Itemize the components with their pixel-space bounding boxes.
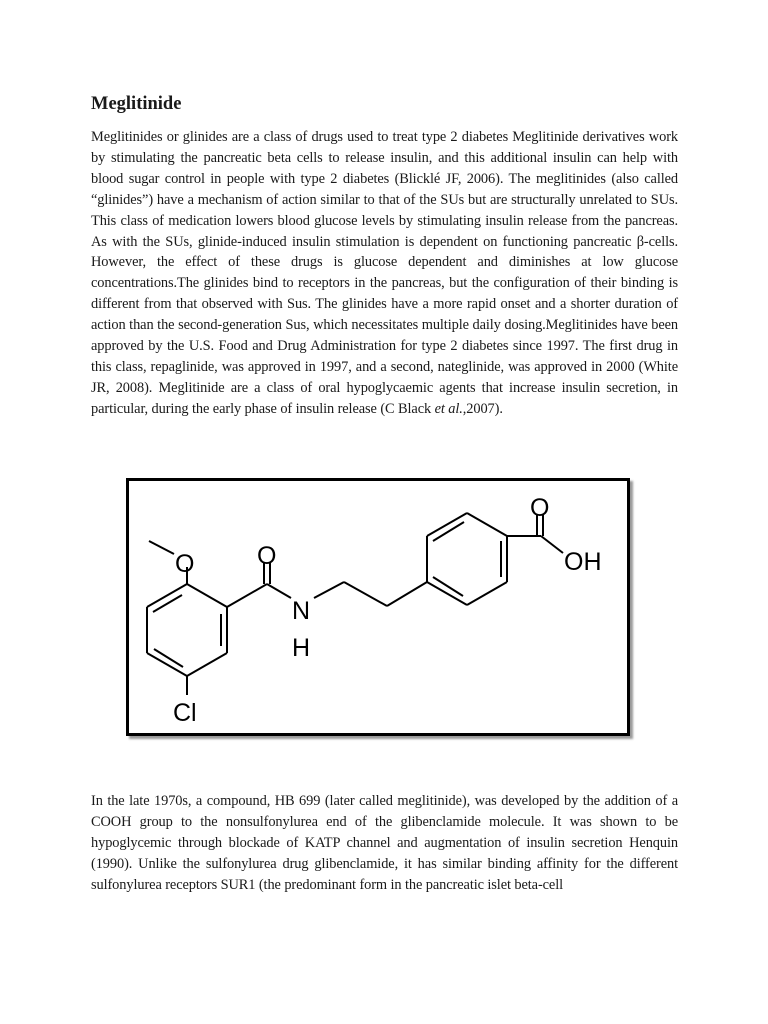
- bond-cooh-oh: [541, 536, 563, 553]
- bond-ringA-1: [187, 584, 227, 607]
- atom-oh-acid: OH: [564, 548, 602, 576]
- section-heading: Meglitinide: [91, 94, 182, 114]
- atom-o-acid: O: [530, 494, 550, 522]
- paragraph-intro-italic: et al.: [434, 400, 463, 417]
- bond-carbonyl-n: [267, 584, 291, 598]
- atom-n-amide: N: [292, 597, 311, 625]
- bond-ringB-3: [467, 513, 507, 536]
- bond-ring-carbonyl: [227, 584, 267, 607]
- paragraph-intro-end: ,2007).: [462, 400, 503, 417]
- atom-o-amide: O: [257, 542, 277, 570]
- bond-ch2-ch2: [344, 582, 387, 606]
- bond-methoxy-methyl: [149, 541, 174, 554]
- bond-ringB-5: [467, 582, 507, 605]
- bond-n-ch2: [314, 582, 344, 598]
- atom-o-methoxy: O: [175, 550, 195, 578]
- chemical-structure-figure: [126, 478, 630, 736]
- paragraph-history: In the late 1970s, a compound, HB 699 (later called meglitinide), was developed by the addition of a COOH group to the nonsulfonylurea end of the glibenclamide molecule. It was shown to be hypoglycemic through blockade of KATP channel and augmentation of insulin secretion Henquin (1990). Unlike the sulfonylurea drug glibenclamide, it has similar binding affinity for the different sulfonylurea receptors SUR1 (the predominant form in the pancreatic islet beta-cell: [91, 793, 678, 893]
- bond-ringA-3: [187, 653, 227, 676]
- meglitinide-structure-diagram: [129, 481, 627, 733]
- bond-ch2-ringB: [387, 582, 427, 606]
- paragraph-intro-text: Meglitinides or glinides are a class of drugs used to treat type 2 diabetes Meglitinide derivatives work by stimulating the pancreatic beta cells to release insulin, and this additional insulin can help with blood sugar control in people with type 2 diabetes (Blicklé JF, 2006). The meglitinides (also called “glinides”) have a mechanism of action similar to that of the SUs but are structurally unrelated to SUs. This class of medication lowers blood glucose levels by stimulating insulin release from the pancreas. As with the SUs, glinide-induced insulin stimulation is dependent on functioning pancreatic β-cells. However, the effect of these drugs is glucose dependent and diminishes at low glucose concentrations.The glinides bind to receptors in the pancreas, but the configuration of their binding is different from that observed with Sus. The glinides have a more rapid onset and a shorter duration of action than the second-generation Sus, which necessitates multiple daily dosing.Meglitinides have been approved by the U.S. Food and Drug Administration for type 2 diabetes since 1997. The first drug in this class, repaglinide, was approved in 1997, and a second, nateglinide, was approved in 2000 (White JR, 2008). Meglitinide are a class of oral hypoglycaemic agents that increase insulin secretion, in particular, during the early phase of insulin release (C Black: [91, 129, 678, 417]
- atom-cl: Cl: [173, 699, 197, 727]
- bond-ringB-double-1: [433, 522, 464, 541]
- bond-ringA-double-3: [153, 595, 182, 612]
- atom-h-amide: H: [292, 634, 311, 662]
- paragraph-intro: [91, 127, 678, 420]
